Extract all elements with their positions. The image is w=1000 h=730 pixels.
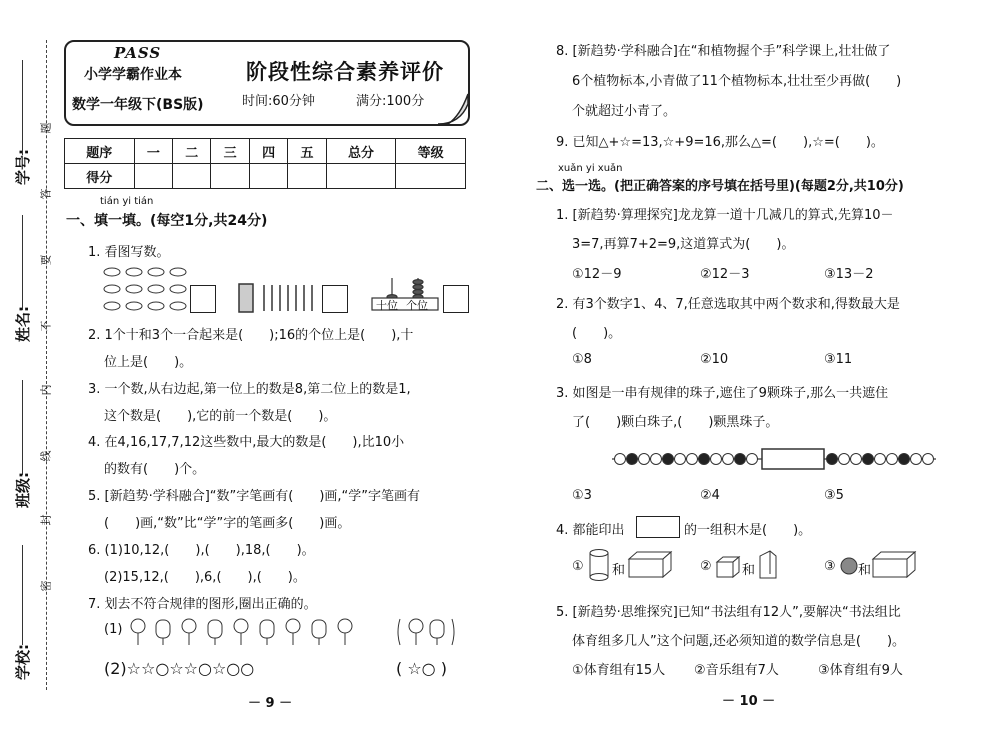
sphere-icon <box>840 557 858 575</box>
class-line[interactable] <box>22 380 23 475</box>
choice-2-option-b[interactable]: ②10 <box>700 352 729 367</box>
score-table-score-row <box>65 164 466 189</box>
time-label: 时间:60分钟 <box>242 94 315 109</box>
full-score-label: 满分:100分 <box>356 94 425 109</box>
score-cell[interactable] <box>134 164 172 189</box>
student-id-label: 学号: <box>14 149 32 185</box>
table-cell: 三 <box>211 139 249 164</box>
print-shape-rectangle <box>636 516 680 538</box>
cylinder-icon <box>588 548 610 580</box>
seal-char: 题 <box>39 122 53 134</box>
question-3-line1: 3. 一个数,从右边起,第一位上的数是8,第二位上的数是1, <box>88 382 411 397</box>
choice-4-option-b[interactable]: ② <box>700 559 712 574</box>
choice-4-line1: 4. 都能印出 <box>556 523 625 538</box>
choice-4-option-c[interactable]: ③ <box>824 559 836 574</box>
section2-heading: 二、选一选。(把正确答案的序号填在括号里)(每题2分,共10分) <box>536 179 904 194</box>
table-cell: 题序 <box>65 139 135 164</box>
question-8-line1: 8. [新趋势·学科融合]在“和植物握个手”科学课上,壮壮做了 <box>556 44 891 59</box>
question-9: 9. 已知△+☆=13,☆+9=16,那么△=( ),☆=( )。 <box>556 135 884 150</box>
page-curl-icon <box>438 94 468 124</box>
seal-char: 不 <box>39 320 53 332</box>
seal-char: 答 <box>39 188 53 200</box>
seal-char: 密 <box>39 580 53 592</box>
table-cell: 总分 <box>326 139 396 164</box>
name-line[interactable] <box>22 215 23 310</box>
question-8-line2: 6个植物标本,小青做了11个植物标本,壮壮至少再做( ) <box>572 74 902 89</box>
table-cell: 得分 <box>65 164 135 189</box>
question-3-line2: 这个数是( ),它的前一个数是( )。 <box>104 409 337 424</box>
sticks-icon <box>238 283 320 313</box>
question-7-part1: (1) <box>104 622 123 637</box>
icecream-choice-icon <box>396 617 456 647</box>
choice-2-line2: ( )。 <box>572 326 622 341</box>
choice-3-line1: 3. 如图是一串有规律的珠子,遮住了9颗珠子,那么一共遮住 <box>556 386 889 401</box>
table-cell: 二 <box>173 139 211 164</box>
choice-2-option-c[interactable]: ③11 <box>824 352 853 367</box>
question-6-line2: (2)15,12,( ),6,( ),( )。 <box>104 570 306 585</box>
school-line[interactable] <box>22 545 23 645</box>
score-cell[interactable] <box>173 164 211 189</box>
question-4-line1: 4. 在4,16,17,7,12这些数中,最大的数是( ),比10小 <box>88 435 405 450</box>
school-label: 学校: <box>14 644 32 680</box>
choice-3-option-a[interactable]: ①3 <box>572 488 592 503</box>
choice-5-line1: 5. [新趋势·思维探究]已知“书法组有12人”,要解决“书法组比 <box>556 605 901 620</box>
student-id-line[interactable] <box>22 60 23 155</box>
choice-5-option-c[interactable]: ③体育组有9人 <box>818 663 903 678</box>
choice-2-option-a[interactable]: ①8 <box>572 352 592 367</box>
header-box <box>64 40 470 126</box>
question-7-part2: (2)☆☆○☆☆○☆○○ <box>104 659 255 678</box>
question-5-line2: ( )画,“数”比“学”字的笔画多( )画。 <box>104 516 351 531</box>
icecream-sequence-icon <box>128 617 360 647</box>
table-cell: 五 <box>288 139 326 164</box>
triangular-prism-icon <box>758 550 778 580</box>
choice-4-line1-end: 的一组积木是( )。 <box>684 523 812 538</box>
section1-heading: 一、填一填。(每空1分,共24分) <box>66 213 268 229</box>
section1-pinyin: tián yi tián <box>100 196 154 207</box>
seal-char: 封 <box>39 514 53 526</box>
choice-4-option-a[interactable]: ① <box>572 559 584 574</box>
answer-box[interactable] <box>190 285 216 313</box>
question-1: 1. 看图写数。 <box>88 245 170 260</box>
score-cell[interactable] <box>326 164 396 189</box>
cuboid-small-icon <box>716 556 740 578</box>
score-cell[interactable] <box>288 164 326 189</box>
score-cell[interactable] <box>249 164 287 189</box>
tens-place-label: 十位 <box>376 299 398 312</box>
choice-5-line2: 体育组多几人”这个问题,还必须知道的数学信息是( )。 <box>572 634 906 649</box>
page-number-right: － 10 － <box>722 694 776 709</box>
section2-pinyin: xuǎn yi xuǎn <box>558 163 623 174</box>
choice-1-option-c[interactable]: ③13－2 <box>824 267 874 282</box>
page-number-left: － 9 － <box>248 696 293 711</box>
score-cell[interactable] <box>396 164 466 189</box>
seal-char: 要 <box>39 254 53 266</box>
page-title: 阶段性综合素养评价 <box>246 60 444 84</box>
seal-line <box>46 40 47 690</box>
table-cell: 等级 <box>396 139 466 164</box>
cuboid-icon <box>872 551 916 579</box>
choice-1-line2: 3=7,再算7+2=9,这道算式为( )。 <box>572 237 795 252</box>
question-2-line2: 位上是( )。 <box>104 355 193 370</box>
seal-char: 线 <box>39 450 53 462</box>
fish-group-icon <box>102 266 192 316</box>
answer-box[interactable] <box>443 285 469 313</box>
choice-3-line2: 了( )颗白珠子,( )颗黑珠子。 <box>572 415 779 430</box>
question-7: 7. 划去不符合规律的图形,圈出正确的。 <box>88 597 317 612</box>
question-7-part2-choice: ( ☆○ ) <box>396 659 447 678</box>
cuboid-icon <box>628 551 672 579</box>
and-label: 和 <box>612 563 626 578</box>
class-label: 班级: <box>14 472 32 508</box>
bead-string-icon <box>612 448 936 470</box>
and-label: 和 <box>858 563 872 578</box>
score-table-header-row <box>65 139 466 164</box>
question-6-line1: 6. (1)10,12,( ),( ),18,( )。 <box>88 543 315 558</box>
choice-2-line1: 2. 有3个数字1、4、7,任意选取其中两个数求和,得数最大是 <box>556 297 900 312</box>
score-table <box>64 138 466 189</box>
choice-3-option-c[interactable]: ③5 <box>824 488 844 503</box>
seal-char: 内 <box>39 384 53 396</box>
choice-5-option-b[interactable]: ②音乐组有7人 <box>694 663 779 678</box>
brand-name: 小学学霸作业本 <box>84 67 182 83</box>
question-2-line1: 2. 1个十和3个一合起来是( );16的个位上是( ),十 <box>88 328 414 343</box>
question-4-line2: 的数有( )个。 <box>104 462 206 477</box>
question-8-line3: 个就超过小青了。 <box>572 104 677 119</box>
name-label: 姓名: <box>14 306 32 342</box>
edition-label: 数学一年级下(BS版) <box>72 97 204 113</box>
choice-1-line1: 1. [新趋势·算理探究]龙龙算一道十几减几的算式,先算10－ <box>556 208 894 223</box>
choice-5-option-a[interactable]: ①体育组有15人 <box>572 663 666 678</box>
question-5-line1: 5. [新趋势·学科融合]“数”字笔画有( )画,“学”字笔画有 <box>88 489 421 504</box>
choice-3-option-b[interactable]: ②4 <box>700 488 720 503</box>
answer-box[interactable] <box>322 285 348 313</box>
ones-place-label: 个位 <box>406 299 428 312</box>
choice-1-option-a[interactable]: ①12－9 <box>572 267 622 282</box>
choice-1-option-b[interactable]: ②12－3 <box>700 267 750 282</box>
and-label: 和 <box>742 563 756 578</box>
table-cell: 一 <box>134 139 172 164</box>
score-cell[interactable] <box>211 164 249 189</box>
pass-logo: PASS <box>114 44 162 62</box>
table-cell: 四 <box>249 139 287 164</box>
